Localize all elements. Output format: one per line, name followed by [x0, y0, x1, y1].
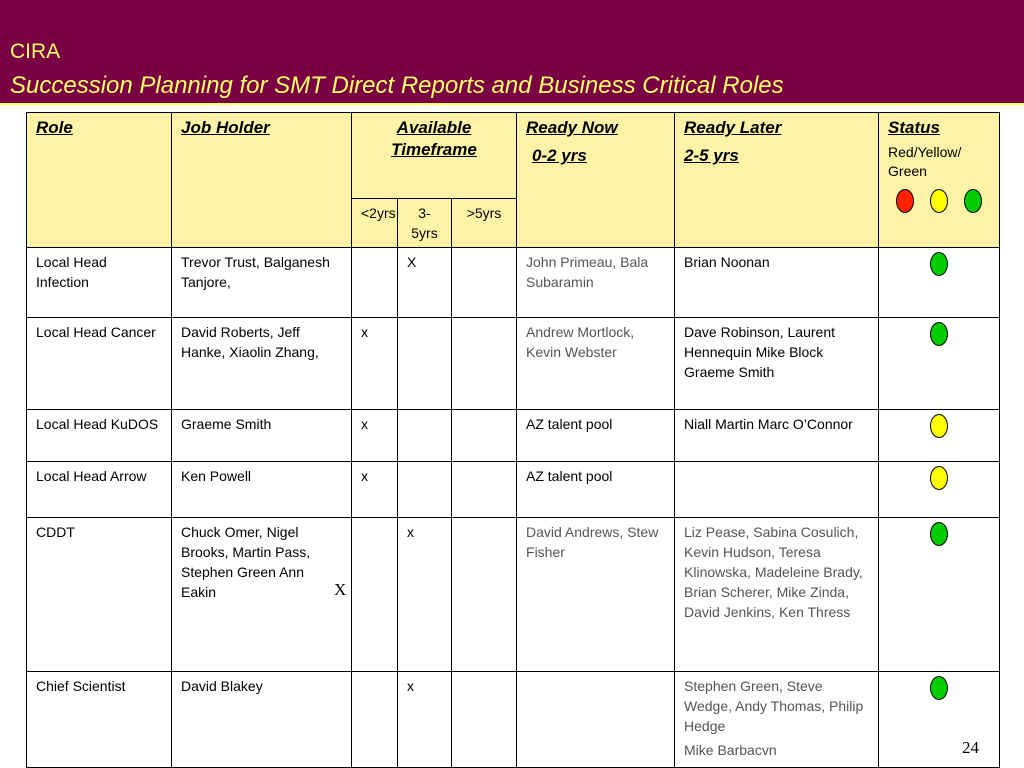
- ready-now-cell: Andrew Mortlock, Kevin Webster: [517, 318, 675, 410]
- timeframe-lt2-cell: [352, 248, 398, 318]
- slide-title: Succession Planning for SMT Direct Reports and Business Critical Roles: [10, 72, 784, 99]
- timeframe-gt5-cell: [452, 410, 517, 462]
- timeframe-gt5-cell: [452, 518, 517, 672]
- table-row: [27, 518, 1000, 672]
- status-legend-lights: [888, 189, 990, 213]
- yellow-status-icon: [930, 189, 948, 213]
- status-cell: [879, 518, 1000, 672]
- ready-later-cell: Liz Pease, Sabina Cosulich, Kevin Hudson, Teresa Klinowska, Madeleine Brady, Brian Scherer, Mike Zinda, David Jenkins, Ken Thress: [675, 518, 879, 672]
- role-cell: CDDT: [27, 518, 172, 672]
- table-row: [27, 410, 1000, 462]
- ready-now-cell: AZ talent pool: [517, 462, 675, 518]
- timeframe-lt2-cell: [352, 518, 398, 672]
- timeframe-gt5-cell: [452, 462, 517, 518]
- ready-now-cell: John Primeau, Bala Subaramin: [517, 248, 675, 318]
- sub-header-lt2: <2yrs: [352, 199, 398, 248]
- role-cell: Local Head Infection: [27, 248, 172, 318]
- header-row: [27, 113, 1000, 199]
- yellow-status-icon: [930, 466, 948, 490]
- ready-later-names: Stephen Green, Steve Wedge, Andy Thomas, Philip Hedge: [684, 678, 864, 734]
- status-legend: Red/Yellow/ Green: [888, 144, 962, 179]
- header-ready-now: Ready Now 0-2 yrs: [517, 113, 675, 248]
- timeframe-lt2-cell: x: [352, 318, 398, 410]
- ready-now-cell: David Andrews, Stew Fisher: [517, 518, 675, 672]
- table-row: [27, 318, 1000, 410]
- page-number: 24: [962, 738, 979, 757]
- title-banner: [0, 0, 1024, 103]
- succession-table: [26, 112, 1000, 768]
- header-available-timeframe: Available Timeframe: [352, 113, 517, 199]
- timeframe-lt2-cell: x: [352, 410, 398, 462]
- timeframe-3-5-cell: [398, 462, 452, 518]
- header-ready-later: Ready Later 2-5 yrs: [675, 113, 879, 248]
- timeframe-3-5-cell: x: [398, 518, 452, 672]
- status-cell: [879, 672, 1000, 768]
- header-job-holder: Job Holder: [172, 113, 352, 248]
- role-cell: Local Head Cancer: [27, 318, 172, 410]
- ready-later-cell: [675, 462, 879, 518]
- timeframe-gt5-cell: [452, 318, 517, 410]
- ready-later-cell: [675, 672, 879, 768]
- red-status-icon: [896, 189, 914, 213]
- job-holder-cell: Trevor Trust, Balganesh Tanjore,: [172, 248, 352, 318]
- ready-later-cell: Dave Robinson, Laurent Hennequin Mike Block Graeme Smith: [675, 318, 879, 410]
- job-holder-cell: Ken Powell: [172, 462, 352, 518]
- status-cell: [879, 410, 1000, 462]
- status-cell: [879, 318, 1000, 410]
- job-holder-cell: Chuck Omer, Nigel Brooks, Martin Pass, Stephen Green Ann Eakin: [172, 518, 352, 672]
- timeframe-3-5-cell: [398, 318, 452, 410]
- table-row: [27, 248, 1000, 318]
- timeframe-3-5-cell: x: [398, 672, 452, 768]
- green-status-icon: [930, 252, 948, 276]
- timeframe-gt5-cell: [452, 672, 517, 768]
- table-row: [27, 462, 1000, 518]
- green-status-icon: [930, 322, 948, 346]
- job-holder-cell: David Blakey: [172, 672, 352, 768]
- org-title: CIRA: [10, 40, 61, 63]
- status-cell: [879, 248, 1000, 318]
- green-status-icon: [930, 676, 948, 700]
- ready-now-cell: AZ talent pool: [517, 410, 675, 462]
- ready-later-cell: Brian Noonan: [675, 248, 879, 318]
- role-cell: Local Head KuDOS: [27, 410, 172, 462]
- header-divider: [0, 103, 1024, 105]
- timeframe-3-5-cell: X: [398, 248, 452, 318]
- sub-header-3-5: 3-5yrs: [398, 199, 452, 248]
- header-role: Role: [27, 113, 172, 248]
- role-cell: Chief Scientist: [27, 672, 172, 768]
- yellow-status-icon: [930, 414, 948, 438]
- timeframe-lt2-cell: [352, 672, 398, 768]
- timeframe-lt2-cell: x: [352, 462, 398, 518]
- timeframe-gt5-cell: [452, 248, 517, 318]
- ready-now-cell: [517, 672, 675, 768]
- status-cell: [879, 462, 1000, 518]
- green-status-icon: [964, 189, 982, 213]
- green-status-icon: [930, 522, 948, 546]
- job-holder-cell: David Roberts, Jeff Hanke, Xiaolin Zhang,: [172, 318, 352, 410]
- job-holder-cell: Graeme Smith: [172, 410, 352, 462]
- table-row: [27, 672, 1000, 768]
- header-status: Status Red/Yellow/ Green: [879, 113, 1000, 248]
- ready-later-cell: Niall Martin Marc O’Connor: [675, 410, 879, 462]
- ready-later-extra: Mike Barbacvn: [684, 742, 777, 758]
- sub-header-gt5: >5yrs: [452, 199, 517, 248]
- timeframe-3-5-cell: [398, 410, 452, 462]
- role-cell: Local Head Arrow: [27, 462, 172, 518]
- handwritten-x-mark: X: [334, 580, 347, 599]
